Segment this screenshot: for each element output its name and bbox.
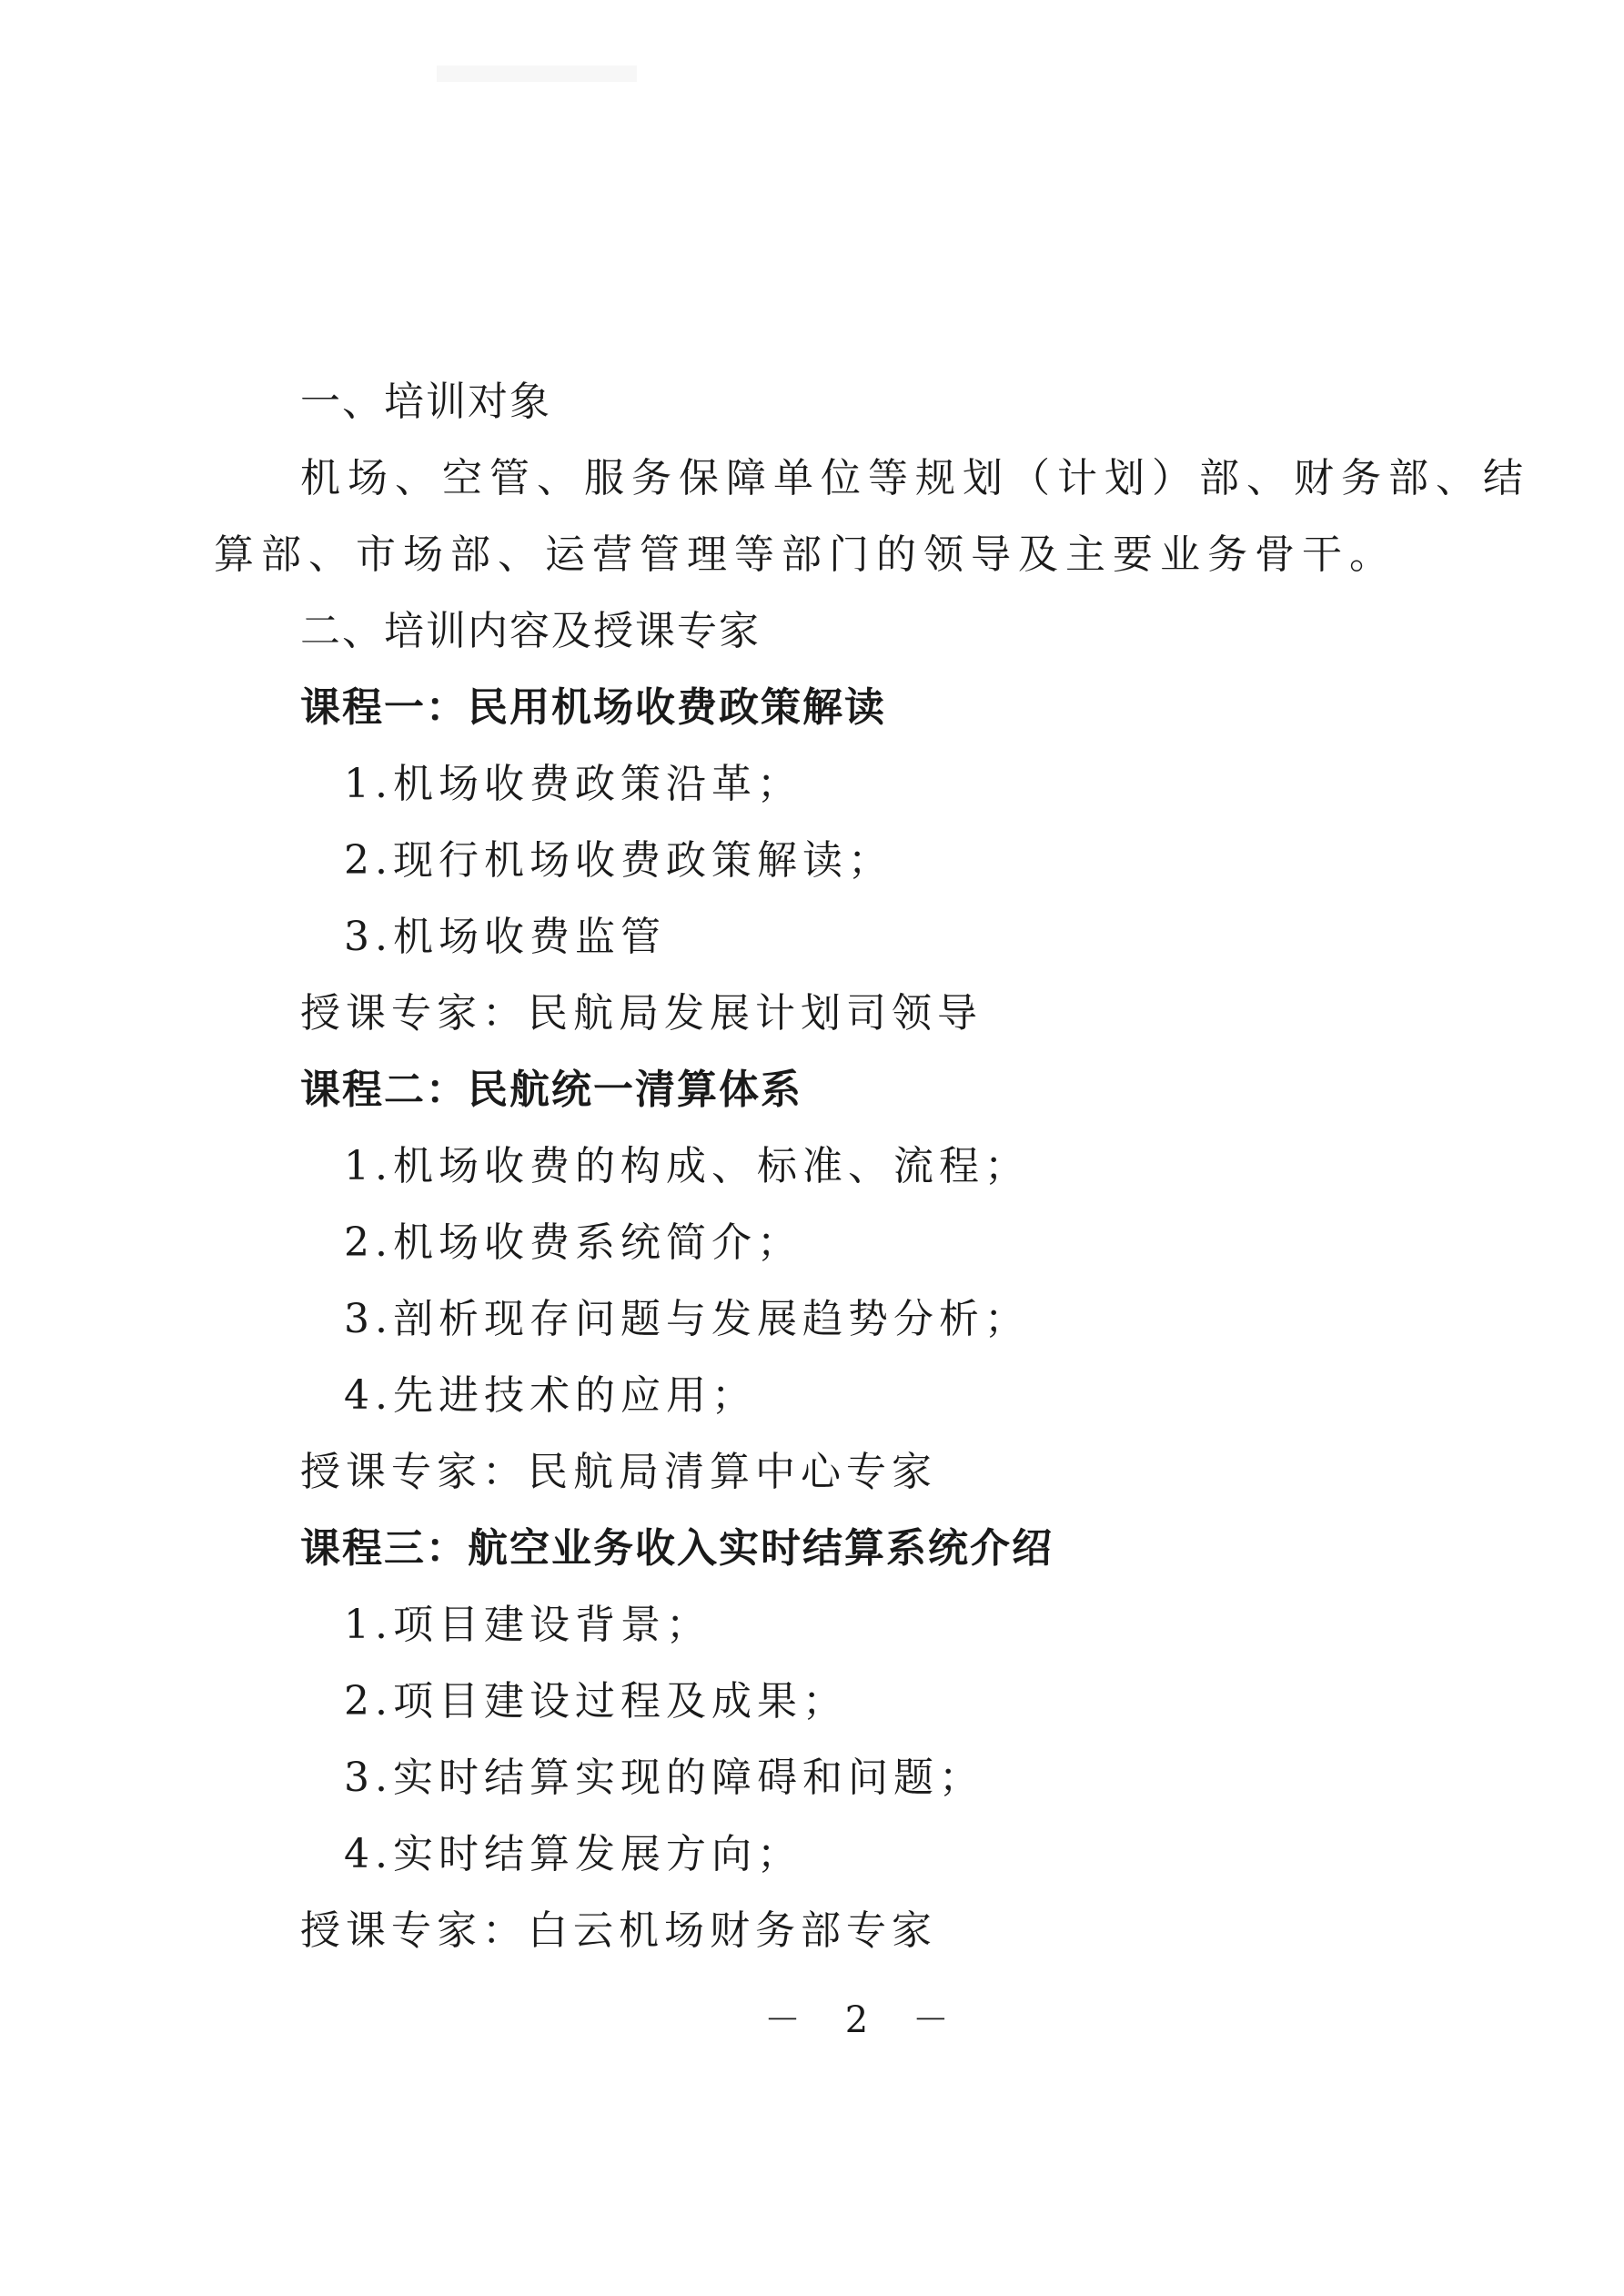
course-title: 课程二：民航统一清算体系 [300, 1067, 802, 1113]
course-item: 3.机场收费监管 [344, 914, 666, 960]
course-item: 2.现行机场收费政策解读； [344, 837, 893, 884]
course-item: 1.机场收费政策沿革； [344, 761, 802, 807]
course-item: 3.实时结算实现的障碍和问题； [344, 1755, 984, 1801]
section-heading-trainees: 一、培训对象 [300, 379, 551, 425]
course-expert: 授课专家：民航局清算中心专家 [300, 1449, 937, 1495]
trainees-body-line-1: 机场、空管、服务保障单位等规划（计划）部、财务部、结 [300, 455, 1530, 501]
course-expert: 授课专家：白云机场财务部专家 [300, 1907, 937, 1954]
course-item: 1.项目建设背景； [344, 1602, 711, 1648]
course-item: 2.机场收费系统简介； [344, 1219, 802, 1266]
scan-artifact [437, 56, 637, 93]
page-number: － 2 － [764, 1999, 965, 2041]
course-item: 4.先进技术的应用； [344, 1372, 757, 1419]
course-title: 课程一：民用机场收费政策解读 [300, 684, 886, 731]
course-item: 4.实时结算发展方向； [344, 1831, 802, 1877]
trainees-body-line-2: 算部、市场部、运营管理等部门的领导及主要业务骨干。 [214, 531, 1397, 578]
course-item: 3.剖析现存问题与发展趋势分析； [344, 1296, 1030, 1342]
course-item: 2.项目建设过程及成果； [344, 1678, 848, 1725]
section-heading-content-experts: 二、培训内容及授课专家 [300, 608, 761, 654]
course-title: 课程三：航空业务收入实时结算系统介绍 [300, 1525, 1054, 1572]
course-item: 1.机场收费的构成、标准、流程； [344, 1143, 1030, 1189]
course-expert: 授课专家：民航局发展计划司领导 [300, 990, 983, 1037]
